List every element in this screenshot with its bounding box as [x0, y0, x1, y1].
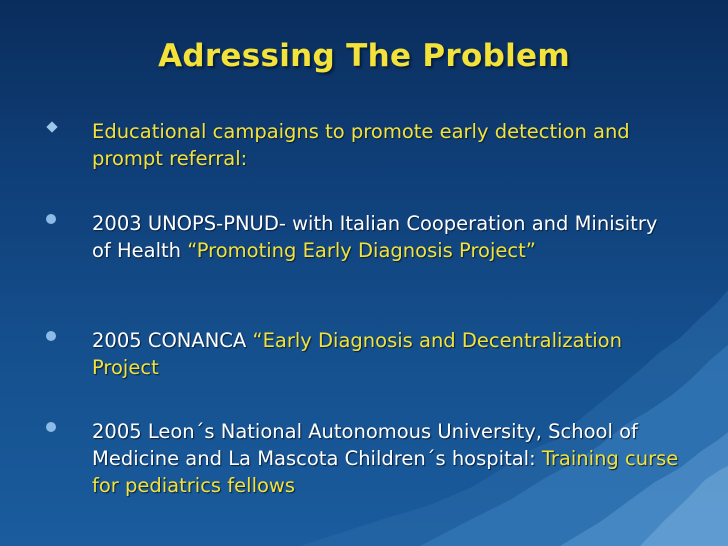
bullet-item-unops-pnud	[92, 210, 682, 264]
bullet-text	[92, 210, 682, 264]
bullet-item-conanca	[92, 327, 682, 381]
bullet-text: Educational campaigns to promote early detection and prompt referral:	[92, 120, 630, 170]
bullet-text-highlight: Training curse for pediatrics fellows	[92, 447, 679, 497]
bullet-text-plain: 2005 Leon´s National Autonomous University, School of Medicine and La Mascota Children´s hospital:	[92, 420, 638, 470]
slide-title: Adressing The Problem	[158, 38, 570, 74]
bullet-text-highlight: “Early Diagnosis and Decentralization Project	[92, 329, 622, 379]
round-bullet-icon	[46, 331, 56, 341]
bullet-item-educational-campaigns	[92, 118, 682, 172]
bullet-text-plain: 2003 UNOPS-PNUD- with Italian Cooperation and Minisitry of Health	[92, 212, 658, 262]
bullet-item-leon-university	[92, 418, 682, 499]
bullet-text-highlight: “Promoting Early Diagnosis Project”	[187, 239, 536, 262]
round-bullet-icon	[46, 214, 56, 224]
bullet-text-plain: 2005 CONANCA	[92, 329, 253, 352]
round-bullet-icon	[46, 422, 56, 432]
bullet-text	[92, 418, 682, 499]
bullet-text	[92, 327, 682, 381]
diamond-bullet-icon	[46, 121, 57, 132]
